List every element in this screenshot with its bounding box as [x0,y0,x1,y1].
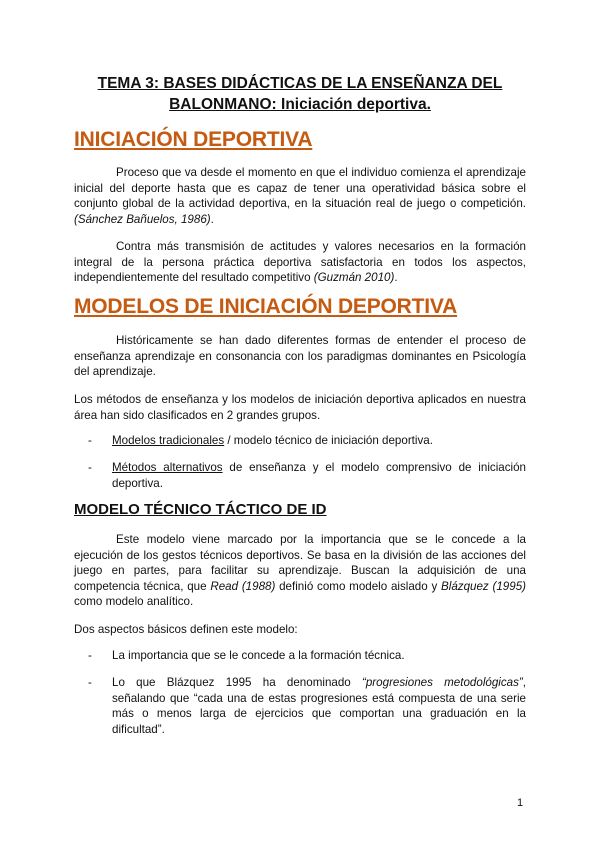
paragraph-modelo-tecnico: Este modelo viene marcado por la importancia que se le concede a la ejecución de los gestos técnicos deportivos. Se basa en la división de las acciones del juego en partes, para facilitar su aprendizaje. Buscan la adquisición de una competencia técnica, que Read (1988) definió como modelo aislado y Blázquez (1995) como modelo analítico. [74,533,527,608]
paragraph-metodos: Los métodos de enseñanza y los modelos de iniciación deportiva aplicados en nuestra área han sido clasificados en 2 grandes grupos. [74,393,526,422]
paragraph-aspectos-basicos: Dos aspectos básicos definen este modelo: [74,623,298,636]
list-dash: - [88,434,92,447]
page-number: 1 [517,797,524,809]
citation-guzman: (Guzmán 2010) [313,271,395,284]
list-dash: - [88,461,92,474]
title-line-2: BALONMANO: Iniciación deportiva. [169,96,431,113]
term-modelos-tradicionales: Modelos tradicionales [112,434,225,447]
heading-modelos-iniciacion: MODELOS DE INICIACIÓN DEPORTIVA [74,295,458,318]
list-dash: - [88,676,92,689]
citation-blazquez: Blázquez (1995) [441,579,527,593]
paragraph-definicion: Proceso que va desde el momento en que el individuo comienza el aprendizaje inicial del deporte hasta que es capaz de tener una operatividad básica sobre el conjunto global de la actividad deportiva, en la situación real de juego o competición. (Sánchez Bañuelos, 1986). [74,166,526,226]
heading-iniciacion-deportiva: INICIACIÓN DEPORTIVA [74,128,313,151]
term-progresiones-metodologicas: “progresiones metodológicas” [362,676,523,689]
term-metodos-alternativos: Métodos alternativos [112,461,223,474]
citation-sanchez: (Sánchez Bañuelos, 1986) [74,212,211,226]
paragraph-historicamente: Históricamente se han dado diferentes formas de entender el proceso de enseñanza aprendizaje en consonancia con los paradigmas dominantes en Psicología del aprendizaje. [74,334,526,378]
heading-modelo-tecnico-tactico: MODELO TÉCNICO TÁCTICO DE ID [74,501,327,518]
paragraph-transmision: Contra más transmisión de actitudes y valores necesarios en la formación integral de la persona práctica deportiva satisfactoria en todos los aspectos, independientemente del resultado competitivo (Guzmán 2010). [74,240,526,284]
citation-read: Read (1988) [210,579,276,593]
document-title [60,73,540,115]
list-dash: - [88,649,92,662]
document-page: TEMA 3: BASES DIDÁCTICAS DE LA ENSEÑANZA DEL BALONMANO: Iniciación deportiva. INICIACIÓN DEPORTIVA Proceso que va desde el momento en que el individuo comienza el aprendizaje inicial del deporte hasta que es capaz de tener una operatividad básica sobre el conjunto global de la actividad deportiva, en la situación real de juego o competición. (Sánchez Bañuelos, 1986). Contra más transmisión de actitudes y valores necesarios en la formación integral de la persona práctica deportiva satisfactoria en todos los aspectos, independientemente del resultado competitivo (Guzmán 2010). MODELOS DE INICIACIÓN DEPORTIVA Históricamente se han dado diferentes formas de entender el proceso de enseñanza aprendizaje en consonancia con los paradigmas dominantes en Psicología del aprendizaje. Los métodos de enseñanza y los modelos de iniciación deportiva aplicados en nuestra área han sido clasificados en 2 grandes grupos. - Modelos tradicionales / modelo técnico de iniciación deportiva. - Métodos alternativos de enseñanza y el modelo comprensivo de iniciación deportiva. MODELO TÉCNICO TÁCTICO DE ID Este modelo viene marcado por la importancia que se le concede a la ejecución de los gestos técnicos deportivos. Se basa en la división de las acciones del juego en partes, para facilitar su aprendizaje. Buscan la adquisición de una competencia técnica, que Read (1988) definió como modelo aislado y Blázquez (1995) como modelo analítico. Dos aspectos básicos definen este modelo: - La importancia que se le concede a la formación técnica. - Lo que Blázquez 1995 ha denominado “progresiones metodológicas”, señalando que “cada una de estas progresiones está compuesta de una serie más o menos larga de ejercicios que comportan una graduación en la dificultad”. 1 [0,0,600,848]
title-line-1: TEMA 3: BASES DIDÁCTICAS DE LA ENSEÑANZA DEL [97,75,503,92]
